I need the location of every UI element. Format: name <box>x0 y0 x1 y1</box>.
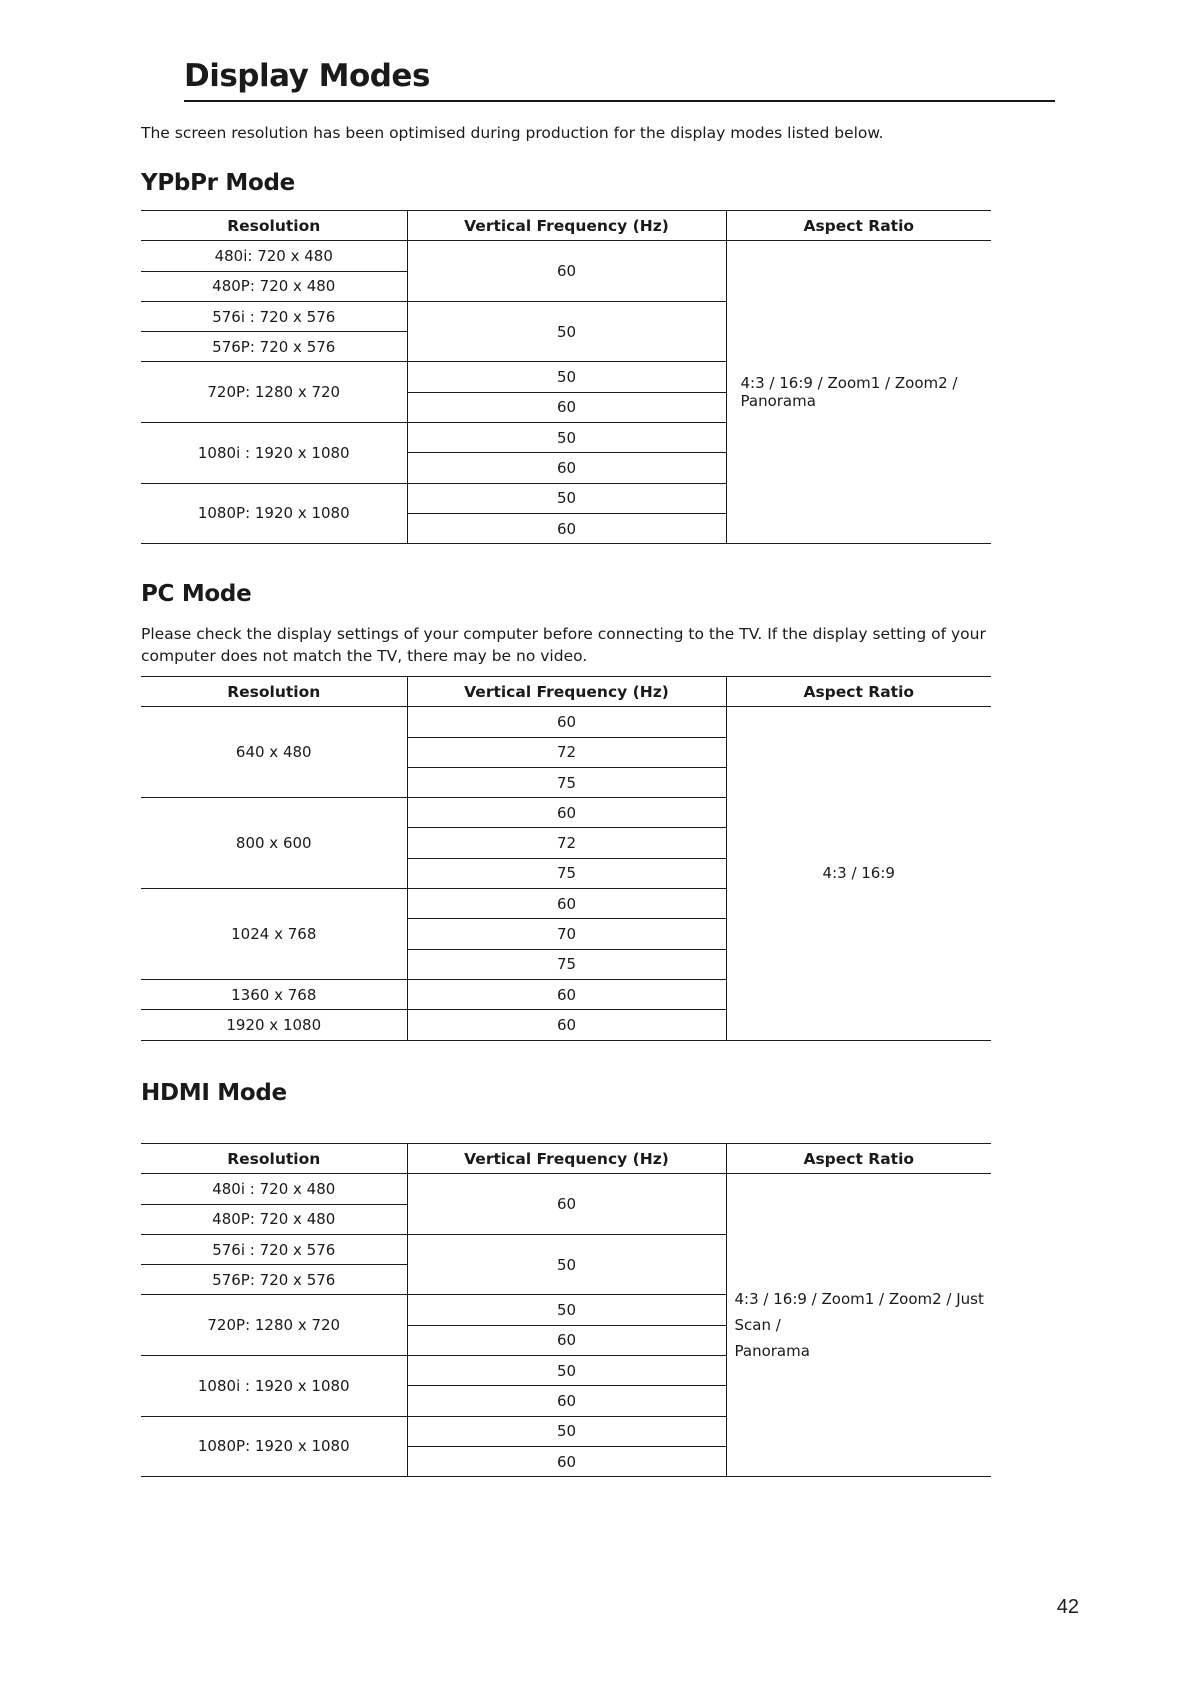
frequency-cell: 60 <box>407 1174 726 1235</box>
frequency-cell: 60 <box>407 798 726 828</box>
frequency-cell: 50 <box>407 423 726 453</box>
resolution-cell: 480P: 720 x 480 <box>141 1204 407 1234</box>
page-number: 42 <box>1056 1596 1079 1618</box>
frequency-cell: 60 <box>407 513 726 543</box>
frequency-cell: 50 <box>407 1356 726 1386</box>
aspect-cell <box>726 1174 991 1477</box>
resolution-cell: 640 x 480 <box>141 707 407 798</box>
pc-table <box>141 676 991 1041</box>
frequency-cell: 60 <box>407 979 726 1009</box>
resolution-cell: 576i : 720 x 576 <box>141 1234 407 1264</box>
intro-text: The screen resolution has been optimised during production for the display modes listed below. <box>141 124 884 142</box>
resolution-cell: 576i : 720 x 576 <box>141 301 407 331</box>
ypbpr-table <box>141 210 991 544</box>
frequency-cell: 60 <box>407 889 726 919</box>
resolution-header: Resolution <box>141 677 407 707</box>
resolution-header: Resolution <box>141 1144 407 1174</box>
frequency-cell: 75 <box>407 767 726 797</box>
resolution-cell: 480i: 720 x 480 <box>141 241 407 271</box>
resolution-cell: 720P: 1280 x 720 <box>141 1295 407 1356</box>
aspect-cell: 4:3 / 16:9 <box>726 707 991 1040</box>
aspect-line-2: Panorama <box>734 1342 810 1361</box>
resolution-cell: 576P: 720 x 576 <box>141 332 407 362</box>
frequency-cell: 60 <box>407 1446 726 1476</box>
frequency-cell: 50 <box>407 483 726 513</box>
frequency-cell: 60 <box>407 1325 726 1355</box>
aspect-cell: 4:3 / 16:9 / Zoom1 / Zoom2 / Panorama <box>726 241 991 544</box>
frequency-cell: 70 <box>407 919 726 949</box>
frequency-header: Vertical Frequency (Hz) <box>407 677 726 707</box>
page-title: Display Modes <box>184 58 430 94</box>
aspect-line-1: 4:3 / 16:9 / Zoom1 / Zoom2 / Just Scan / <box>734 1290 984 1335</box>
aspect-header: Aspect Ratio <box>726 211 991 241</box>
frequency-cell: 60 <box>407 241 726 302</box>
pc-note: Please check the display settings of your computer before connecting to the TV. If the display setting of your computer does not match the TV, there may be no video. <box>141 625 986 665</box>
resolution-cell: 1080i : 1920 x 1080 <box>141 423 407 484</box>
ypbpr-heading: YPbPr Mode <box>141 170 295 196</box>
resolution-cell: 480i : 720 x 480 <box>141 1174 407 1204</box>
hdmi-heading: HDMI Mode <box>141 1080 287 1106</box>
pc-heading: PC Mode <box>141 581 252 607</box>
frequency-cell: 75 <box>407 949 726 979</box>
frequency-header: Vertical Frequency (Hz) <box>407 211 726 241</box>
frequency-cell: 60 <box>407 392 726 422</box>
resolution-cell: 1080P: 1920 x 1080 <box>141 483 407 544</box>
frequency-header: Vertical Frequency (Hz) <box>407 1144 726 1174</box>
frequency-cell: 50 <box>407 362 726 392</box>
resolution-cell: 576P: 720 x 576 <box>141 1265 407 1295</box>
resolution-cell: 800 x 600 <box>141 798 407 889</box>
frequency-cell: 60 <box>407 1386 726 1416</box>
frequency-cell: 72 <box>407 737 726 767</box>
resolution-cell: 720P: 1280 x 720 <box>141 362 407 423</box>
resolution-cell: 1080i : 1920 x 1080 <box>141 1356 407 1417</box>
frequency-cell: 72 <box>407 828 726 858</box>
resolution-cell: 1024 x 768 <box>141 889 407 980</box>
frequency-cell: 50 <box>407 1234 726 1295</box>
frequency-cell: 50 <box>407 1295 726 1325</box>
frequency-cell: 60 <box>407 453 726 483</box>
resolution-cell: 1920 x 1080 <box>141 1010 407 1040</box>
resolution-cell: 1080P: 1920 x 1080 <box>141 1416 407 1477</box>
resolution-cell: 480P: 720 x 480 <box>141 271 407 301</box>
resolution-header: Resolution <box>141 211 407 241</box>
frequency-cell: 75 <box>407 858 726 888</box>
resolution-cell: 1360 x 768 <box>141 979 407 1009</box>
hdmi-table <box>141 1143 991 1477</box>
aspect-header: Aspect Ratio <box>726 677 991 707</box>
aspect-header: Aspect Ratio <box>726 1144 991 1174</box>
frequency-cell: 50 <box>407 301 726 362</box>
frequency-cell: 50 <box>407 1416 726 1446</box>
title-rule <box>184 100 1055 102</box>
frequency-cell: 60 <box>407 707 726 737</box>
frequency-cell: 60 <box>407 1010 726 1040</box>
